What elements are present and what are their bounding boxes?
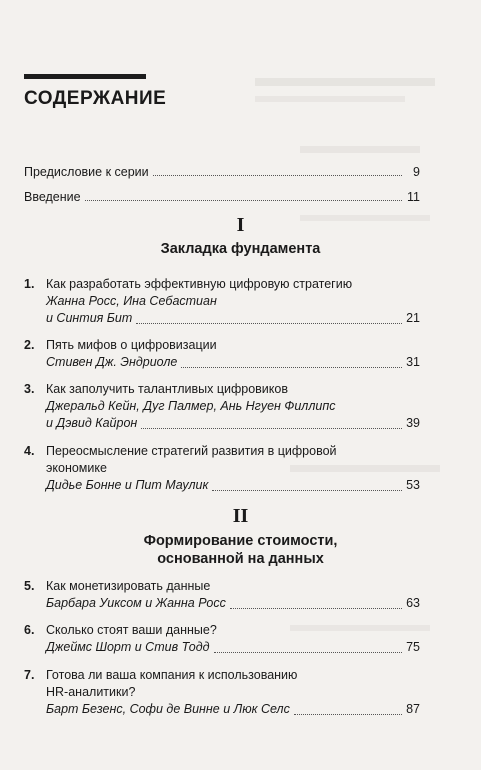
- chapter-entry[interactable]: [24, 667, 420, 718]
- chapter-title-line: HR-аналитики?: [46, 685, 136, 699]
- page-number: 31: [406, 355, 420, 369]
- leader-dots: [181, 367, 402, 368]
- page-number: 21: [406, 311, 420, 325]
- page-number: 11: [407, 190, 420, 204]
- chapter-entry[interactable]: [24, 578, 420, 612]
- leader-dots: [212, 490, 402, 491]
- chapter-authors-line: Стивен Дж. Эндриоле 31: [46, 355, 420, 369]
- chapter-title: Как заполучить талантливых цифровиков: [46, 382, 288, 396]
- chapter-entry[interactable]: [24, 337, 420, 371]
- chapter-title: Пять мифов о цифровизации: [46, 338, 217, 352]
- leader-dots: [294, 714, 402, 715]
- chapter-number: 3.: [24, 382, 35, 396]
- leader-dots: [136, 323, 402, 324]
- page-number: 63: [406, 596, 420, 610]
- chapter-authors: Джеральд Кейн, Дуг Палмер, Ань Нгуен Филлипс: [46, 399, 336, 413]
- page-number: 39: [406, 416, 420, 430]
- chapter-title: Как разработать эффективную цифровую стратегию: [46, 277, 353, 291]
- leader-dots: [214, 652, 402, 653]
- chapter-entry[interactable]: [24, 381, 420, 432]
- part-number: II: [232, 505, 249, 527]
- page-number: 53: [406, 478, 420, 492]
- chapter-authors-line: и Дэвид Кайрон 39: [46, 416, 420, 430]
- page-number: 87: [406, 702, 420, 716]
- part-title-line: Формирование стоимости,: [143, 533, 338, 549]
- toc-entry-introduction[interactable]: [24, 190, 420, 204]
- toc-entry-preface[interactable]: [24, 165, 420, 179]
- chapter-authors-line: Барбара Уиксом и Жанна Росс 63: [46, 596, 420, 610]
- toc-entry-label: Введение: [24, 190, 81, 204]
- toc-heading: СОДЕРЖАНИЕ: [24, 88, 167, 109]
- toc-entry-label: Предисловие к серии: [24, 165, 149, 179]
- chapter-title: Как монетизировать данные: [46, 579, 211, 593]
- chapter-number: 7.: [24, 668, 35, 682]
- leader-dots: [230, 608, 402, 609]
- chapter-authors-line: Дидье Бонне и Пит Маулик 53: [46, 478, 420, 492]
- chapter-title: Переосмысление стратегий развития в цифровой: [46, 444, 337, 458]
- heading-rule: [24, 74, 146, 79]
- chapter-authors-line: и Синтия Бит 21: [46, 311, 420, 325]
- chapter-number: 4.: [24, 444, 35, 458]
- chapter-entry[interactable]: [24, 622, 420, 656]
- chapter-entry[interactable]: [24, 443, 420, 494]
- leader-dots: [153, 175, 402, 176]
- chapter-authors: Жанна Росс, Ина Себастиан: [46, 294, 217, 308]
- chapter-authors-line: Барт Безенс, Софи де Винне и Люк Селс 87: [46, 702, 420, 716]
- chapter-number: 5.: [24, 579, 35, 593]
- page-number: 9: [413, 165, 420, 179]
- leader-dots: [85, 200, 402, 201]
- chapter-authors-line: Джеймс Шорт и Стив Тодд 75: [46, 640, 420, 654]
- chapter-title: Сколько стоят ваши данные?: [46, 623, 217, 637]
- part-number: I: [236, 214, 245, 236]
- chapter-number: 2.: [24, 338, 35, 352]
- chapter-title: Готова ли ваша компания к использованию: [46, 668, 298, 682]
- chapter-entry[interactable]: [24, 276, 420, 327]
- chapter-title-line: экономике: [46, 461, 107, 475]
- part-title: [0, 240, 481, 258]
- part-title-line: основанной на данных: [157, 551, 324, 567]
- part-title-line: Закладка фундамента: [160, 241, 321, 257]
- leader-dots: [141, 428, 402, 429]
- page-number: 75: [406, 640, 420, 654]
- chapter-number: 6.: [24, 623, 35, 637]
- part-title: [0, 532, 481, 568]
- chapter-number: 1.: [24, 277, 35, 291]
